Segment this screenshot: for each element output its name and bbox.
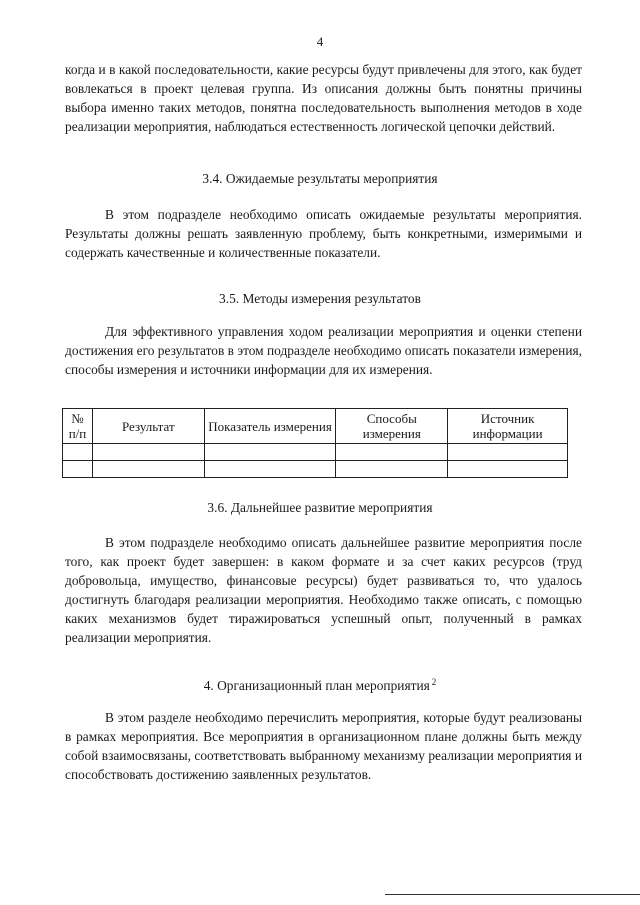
results-table [62,408,568,478]
footnote-mark: 2 [431,677,437,687]
table-cell [63,444,93,461]
table-cell [204,444,336,461]
header-source: Источник информации [448,409,568,444]
section-heading-3-4: 3.4. Ожидаемые результаты мероприятия [202,171,438,186]
header-methods: Способы измерения [336,409,448,444]
section-heading-3-5: 3.5. Методы измерения результатов [219,291,421,306]
header-number: № п/п [63,409,93,444]
table-cell [63,461,93,478]
table-cell [204,461,336,478]
table-cell [336,461,448,478]
table-row [63,461,568,478]
section-heading-4-text: 4. Организационный план мероприятия [203,678,430,693]
table-cell [448,444,568,461]
table-cell [92,444,204,461]
section-text-3-4: В этом подразделе необходимо описать ожидаемые результаты мероприятия. Результаты должны решать заявленную проблему, быть конкретными, измеримыми и содержать качественные и количественные показатели. [65,207,582,260]
table-header-row [63,409,568,444]
header-result: Результат [92,409,204,444]
table-cell [92,461,204,478]
section-text-4: В этом разделе необходимо перечислить мероприятия, которые будут реализованы в рамках мероприятия. Все мероприятия в организационном плане должны быть между собой взаимосвязаны, соответствовать выбранному механизму реализации мероприятия и способствовать достижению заявленных результатов. [65,710,582,782]
section-heading-3-6: 3.6. Дальнейшее развитие мероприятия [207,500,433,515]
section-text-3-5: Для эффективного управления ходом реализации мероприятия и оценки степени достижения его результатов в этом подразделе необходимо описать показатели измерения, способы измерения и источники информации для их измерения. [65,324,582,377]
intro-paragraph: когда и в какой последовательности, какие ресурсы будут привлечены для этого, как будет вовлекаться в проект целевая группа. Из описания должны быть понятны причины выбора именно таких методов, понятна последовательность выполнения методов в ходе реализации мероприятия, наблюдаться естественность логической цепочки действий. [65,62,582,134]
header-indicator: Показатель измерения [204,409,336,444]
table-cell [336,444,448,461]
page-number: 4 [316,34,324,49]
table-row [63,444,568,461]
section-heading-4 [0,673,640,695]
section-text-3-6: В этом подразделе необходимо описать дальнейшее развитие мероприятия после того, как проект будет завершен: в каком формате и за счет каких ресурсов (труд добровольца, имущество, финансовые ресурсы) будет развиваться то, что удалось достигнуть благодаря реализации мероприятия. Необходимо также описать, с помощью каких механизмов будет тиражироваться успешный опыт, полученный в рамках реализации мероприятия. [65,535,582,645]
footnote-divider [385,894,640,895]
table-cell [448,461,568,478]
